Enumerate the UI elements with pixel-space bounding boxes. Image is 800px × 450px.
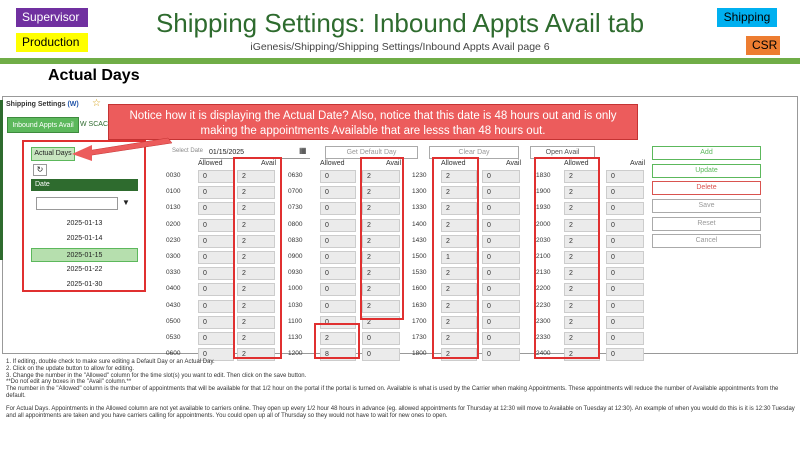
time-slot-label: 2400 [536,350,551,358]
allowed-input[interactable]: 0 [198,186,234,199]
avail-input[interactable]: 0 [606,332,644,345]
allowed-input[interactable]: 2 [564,235,600,248]
avail-column-header: Avail [261,160,277,167]
page-subtitle: iGenesis/Shipping/Shipping Settings/Inbound Appts Avail page 6 [250,41,550,53]
page-title: Shipping Settings: Inbound Appts Avail tab [155,8,645,38]
allowed-column-header: Allowed [564,160,589,167]
avail-input[interactable]: 2 [362,202,400,215]
open-avail-button[interactable]: Open Avail [530,146,595,159]
allowed-input[interactable]: 2 [441,170,477,183]
avail-input[interactable]: 2 [362,186,400,199]
allowed-column-header: Allowed [198,160,223,167]
time-slot-label: 2100 [536,253,551,260]
allowed-input[interactable]: 0 [320,170,356,183]
avail-input[interactable]: 0 [606,300,644,313]
time-slot-label: 0030 [166,172,181,179]
avail-input[interactable]: 0 [606,186,644,199]
allowed-input[interactable]: 2 [564,348,600,361]
get-default-day-button[interactable]: Get Default Day [325,146,418,159]
time-slot-label: 2230 [536,301,551,309]
allowed-input[interactable]: 2 [441,316,477,329]
allowed-input[interactable]: 0 [320,235,356,248]
actual-days-button[interactable]: Actual Days [31,147,75,161]
production-tag: Production [16,33,88,52]
allowed-input[interactable]: 2 [564,202,600,215]
tab-inbound-appts-avail[interactable]: Inbound Appts Avail [7,117,79,133]
allowed-input[interactable]: 2 [564,251,600,264]
allowed-input[interactable]: 2 [564,267,600,280]
avail-input[interactable]: 0 [606,251,644,264]
time-slot-label: 1500 [412,253,427,260]
allowed-input[interactable]: 2 [564,170,600,183]
time-slot-label: 1730 [412,334,427,341]
callout-note: Notice how it is displaying the Actual Date? Also, notice that this date is 48 hours out and is only making the appointments Available that are lesss than 48 hours out. [108,104,638,140]
avail-input[interactable]: 2 [237,219,275,232]
avail-input[interactable]: 0 [482,267,520,280]
date-field-label: Select Date [172,148,204,154]
allowed-input[interactable]: 2 [441,348,477,361]
time-slot-label: 0530 [166,334,181,341]
filter-icon[interactable]: ▼ [122,198,130,207]
allowed-input[interactable]: 0 [198,332,234,345]
allowed-input[interactable]: 0 [198,251,234,264]
time-slot-label: 1600 [412,285,427,293]
note-line: **Do not edit any boxes in the "Avail" column.** [6,379,132,386]
time-slot-label: 1900 [536,188,551,196]
avail-input[interactable]: 2 [237,332,275,345]
avail-input[interactable]: 0 [606,316,644,329]
avail-input[interactable]: 2 [237,283,275,296]
avail-input[interactable]: 2 [362,300,400,313]
time-slot-label: 1630 [412,301,427,309]
allowed-input[interactable]: 8 [320,348,356,361]
time-slot-label: 2300 [536,317,551,325]
update-button[interactable]: Update [652,164,761,178]
avail-input[interactable]: 0 [606,235,644,248]
time-slot-label: 1000 [288,285,303,293]
allowed-input[interactable]: 2 [441,219,477,232]
time-slot-label: 1400 [412,220,427,228]
allowed-input[interactable]: 0 [320,316,356,329]
tab-scac[interactable]: W SCAC [80,121,108,128]
avail-input[interactable]: 0 [606,267,644,280]
time-slot-label: 0700 [288,188,303,196]
allowed-input[interactable]: 0 [198,316,234,329]
allowed-input[interactable]: 0 [198,283,234,296]
time-slot-label: 0830 [288,236,303,244]
allowed-input[interactable]: 0 [320,267,356,280]
allowed-input[interactable]: 0 [198,267,234,280]
avail-input[interactable]: 2 [362,170,400,183]
note-line: 1. If editing, double check to make sure editing a Default Day or an Actual Day. [6,359,215,365]
avail-column-header: Avail [630,160,646,167]
allowed-input[interactable]: 2 [441,235,477,248]
note-line: The number in the "Allowed" column is the number of appointments that will be available for that 1/2 hour on the portal if the portal is turned on. Available is what is used by the Carrier when making Appointments. These appointments will reduce the number of Available appointments from the default. [6,386,779,399]
time-slot-label: 1930 [536,204,551,212]
avail-input[interactable]: 0 [482,283,520,296]
allowed-column-header: Allowed [320,160,345,167]
time-slot-label: 0900 [288,253,303,260]
delete-button[interactable]: Delete [652,181,761,195]
refresh-icon[interactable]: ↻ [33,164,47,176]
allowed-input[interactable]: 0 [198,202,234,215]
avail-input[interactable]: 0 [606,202,644,215]
allowed-input[interactable]: 2 [441,332,477,345]
time-slot-label: 0330 [166,269,181,277]
avail-input[interactable]: 2 [362,283,400,296]
avail-input[interactable]: 2 [362,267,400,280]
reset-button[interactable]: Reset [652,217,761,231]
app-title-text: Shipping Settings [6,101,66,108]
avail-input[interactable]: 0 [482,170,520,183]
favorite-star-icon[interactable]: ☆ [92,98,101,109]
date-column-header[interactable]: Date [31,179,138,191]
note-line: 2. Click on the update button to allow for editing. [6,365,135,372]
allowed-input[interactable]: 0 [198,235,234,248]
time-slot-label: 1230 [412,172,427,179]
allowed-input[interactable]: 1 [441,251,477,264]
time-slot-label: 0500 [166,317,181,325]
avail-input[interactable]: 2 [237,316,275,329]
date-list-item[interactable]: 2025-01-14 [66,235,103,242]
time-slot-label: 1100 [288,317,302,325]
time-slot-label: 0200 [166,220,181,228]
avail-input[interactable]: 0 [606,170,644,183]
allowed-input[interactable]: 2 [564,316,600,329]
date-list-item[interactable]: 2025-01-22 [66,266,103,273]
time-slot-label: 2030 [536,236,551,244]
avail-input[interactable]: 0 [362,348,400,361]
date-input[interactable]: 01/15/2025 [200,146,310,159]
allowed-input[interactable]: 2 [441,267,477,280]
time-slot-label: 2330 [536,334,551,341]
allowed-input[interactable]: 2 [441,186,477,199]
avail-column-header: Avail [506,160,522,167]
time-slot-label: 0800 [288,220,303,228]
allowed-input[interactable]: 0 [198,219,234,232]
time-slot-label: 1030 [288,301,303,309]
avail-input[interactable]: 2 [237,300,275,313]
allowed-input[interactable]: 2 [564,300,600,313]
allowed-input[interactable]: 2 [564,283,600,296]
avail-input[interactable]: 2 [237,348,275,361]
avail-column-header: Avail [386,160,402,167]
allowed-input[interactable]: 0 [320,283,356,296]
time-slot-label: 0600 [166,350,181,358]
time-slot-label: 2000 [536,220,551,228]
avail-input[interactable]: 2 [237,235,275,248]
allowed-input[interactable]: 0 [198,170,234,183]
date-list-item[interactable]: 2025-01-13 [66,220,103,227]
time-slot-label: 0400 [166,285,181,293]
avail-input[interactable]: 0 [482,300,520,313]
date-list-item[interactable]: 2025-01-30 [66,281,103,288]
clear-day-button[interactable]: Clear Day [429,146,519,159]
allowed-input[interactable]: 2 [564,219,600,232]
time-slot-label: 0730 [288,204,303,212]
avail-input[interactable]: 0 [482,219,520,232]
time-slot-label: 1530 [412,269,427,277]
time-slot-label: 0630 [288,172,303,179]
time-slot-label: 2200 [536,285,551,293]
avail-input[interactable]: 2 [362,235,400,248]
note-paragraph: For Actual Days. Appointments in the Allowed column are not yet available to carriers online. They open up every 1/2 hour 48 hours in advance (eg. allowed appointments for Thursday at 12:30 will move to Available on Tuesday at 12:30). An example of when you would do this is it is 12:30 Tuesday and all appointments are taken and you have carriers calling for appointments. You could open up all of Thursday so they would not have to wait for new ones to open. [6,405,795,419]
avail-input[interactable]: 0 [606,348,644,361]
time-slot-label: 1300 [412,188,427,196]
avail-input[interactable]: 2 [362,251,400,264]
avail-input[interactable]: 2 [362,219,400,232]
time-slot-label: 1430 [412,236,427,244]
time-slot-label: 0230 [166,236,181,244]
app-title-w: (W) [67,101,79,108]
time-slot-label: 1700 [412,317,427,325]
allowed-input[interactable]: 2 [441,300,477,313]
allowed-input[interactable]: 0 [198,300,234,313]
allowed-input[interactable]: 0 [320,300,356,313]
time-slot-label: 0300 [166,253,181,260]
allowed-input[interactable]: 0 [320,251,356,264]
allowed-input[interactable]: 2 [441,283,477,296]
avail-input[interactable]: 2 [237,251,275,264]
supervisor-tag: Supervisor [16,8,88,27]
time-slot-label: 1200 [288,350,303,358]
time-slot-label: 1330 [412,204,427,212]
section-heading: Actual Days [48,67,140,84]
allowed-input[interactable]: 2 [564,332,600,345]
save-button[interactable]: Save [652,199,761,213]
note-line: 3. Change the number in the "Allowed" column for the time slot(s) you want to edit. Then click on the save button. [6,372,307,379]
avail-input[interactable]: 0 [362,332,400,345]
date-list-item[interactable]: 2025-01-15 [31,248,138,262]
allowed-column-header: Allowed [441,160,466,167]
avail-input[interactable]: 0 [482,202,520,215]
cancel-button[interactable]: Cancel [652,234,761,248]
time-slot-label: 1800 [412,350,427,358]
time-slot-label: 0130 [166,204,181,212]
avail-input[interactable]: 2 [237,186,275,199]
avail-input[interactable]: 0 [482,332,520,345]
allowed-input[interactable]: 2 [441,202,477,215]
allowed-input[interactable]: 0 [320,202,356,215]
allowed-input[interactable]: 0 [198,348,234,361]
time-slot-label: 1830 [536,172,551,179]
allowed-input[interactable]: 2 [564,186,600,199]
avail-input[interactable]: 0 [482,348,520,361]
avail-input[interactable]: 0 [482,186,520,199]
avail-input[interactable]: 2 [237,267,275,280]
avail-input[interactable]: 0 [606,219,644,232]
avail-input[interactable]: 2 [237,202,275,215]
time-slot-label: 0930 [288,269,303,277]
time-slot-label: 0100 [166,188,181,196]
calendar-icon[interactable]: ▦ [299,146,307,155]
avail-input[interactable]: 2 [237,170,275,183]
avail-input[interactable]: 0 [606,283,644,296]
csr-tag: CSR [746,36,780,55]
allowed-input[interactable]: 2 [320,332,356,345]
time-slot-label: 0430 [166,301,181,309]
instruction-notes [6,359,796,419]
time-slot-label: 1130 [288,334,302,341]
avail-input[interactable]: 0 [482,235,520,248]
avail-input[interactable]: 2 [362,316,400,329]
time-slot-label: 2130 [536,269,551,277]
avail-input[interactable]: 0 [482,251,520,264]
add-button[interactable]: Add [652,146,761,160]
allowed-input[interactable]: 0 [320,219,356,232]
shipping-tag: Shipping [717,8,777,27]
allowed-input[interactable]: 0 [320,186,356,199]
avail-input[interactable]: 0 [482,316,520,329]
